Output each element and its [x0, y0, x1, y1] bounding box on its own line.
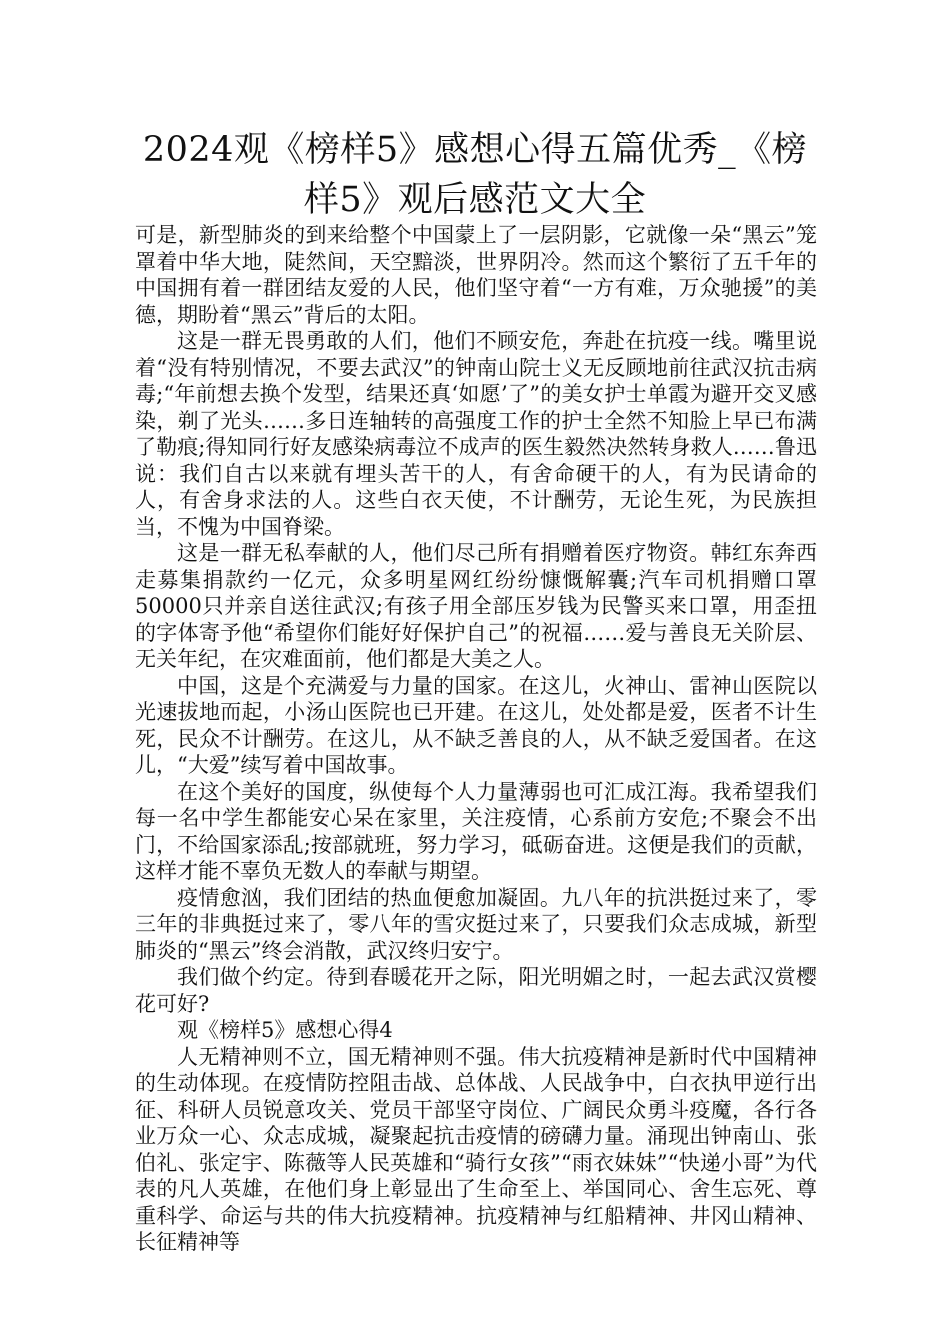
body-paragraph-4: 中国，这是个充满爱与力量的国家。在这儿，火神山、雷神山医院以光速拔地而起，小汤山医院也已开建。在这儿，处处都是爱，医者不计生死，民众不计酬劳。在这儿，从不缺乏善良的人，从不缺乏爱国者。在这儿，“大爱”续写着中国故事。 [135, 673, 817, 777]
body-paragraph-7: 我们做个约定。待到春暖花开之际，阳光明媚之时，一起去武汉赏樱花可好? [135, 965, 817, 1016]
body-paragraph-6: 疫情愈汹，我们团结的热血便愈加凝固。九八年的抗洪挺过来了，零三年的非典挺过来了，零八年的雪灾挺过来了，只要我们众志成城，新型肺炎的“黑云”终会消散，武汉终归安宁。 [135, 885, 817, 963]
body-paragraph-3: 这是一群无私奉献的人，他们尽己所有捐赠着医疗物资。韩红东奔西走募集捐款约一亿元，众多明星网红纷纷慷慨解囊;汽车司机捐赠口罩50000只并亲自送往武汉;有孩子用全部压岁钱为民警买来口罩，用歪扭的字体寄予他“希望你们能好好保护自己”的祝福……爱与善良无关阶层、无关年纪，在灾难面前，他们都是大美之人。 [135, 541, 817, 671]
body-paragraph-2: 这是一群无畏勇敢的人们，他们不顾安危，奔赴在抗疫一线。嘴里说着“没有特别情况，不要去武汉”的钟南山院士义无反顾地前往武汉抗击病毒;“年前想去换个发型，结果还真‘如愿’了”的美女护士单霞为避开交叉感染，剃了光头……多日连轴转的高强度工作的护士全然不知脸上早已布满了勒痕;得知同行好友感染病毒泣不成声的医生毅然决然转身救人……鲁迅说：我们自古以来就有埋头苦干的人，有舍命硬干的人，有为民请命的人，有舍身求法的人。这些白衣天使，不计酬劳，无论生死，为民族担当，不愧为中国脊梁。 [135, 329, 817, 539]
body-paragraph-5: 在这个美好的国度，纵使每个人力量薄弱也可汇成江海。我希望我们每一名中学生都能安心呆在家里，关注疫情，心系前方安危;不聚会不出门，不给国家添乱;按部就班，努力学习，砥砺奋进。这便是我们的贡献，这样才能不辜负无数人的奉献与期望。 [135, 779, 817, 883]
document-body [135, 222, 817, 1256]
section-heading: 观《榜样5》感想心得4 [177, 1018, 393, 1042]
body-paragraph-1: 可是，新型肺炎的到来给整个中国蒙上了一层阴影，它就像一朵“黑云”笼罩着中华大地，陡然间，天空黯淡，世界阴冷。然而这个繁衍了五千年的中国拥有着一群团结友爱的人民，他们坚守着“一方有难，万众驰援”的美德，期盼着“黑云”背后的太阳。 [135, 223, 817, 327]
document-title: 2024观《榜样5》感想心得五篇优秀_《榜样5》观后感范文大全 [142, 130, 808, 220]
section-paragraph: 人无精神则不立，国无精神则不强。伟大抗疫精神是新时代中国精神的生动体现。在疫情防控阻击战、总体战、人民战争中，白衣执甲逆行出征、科研人员锐意攻关、党员干部坚守岗位、广阔民众勇斗疫魔，各行各业万众一心、众志成城，凝聚起抗击疫情的磅礴力量。涌现出钟南山、张伯礼、张定宇、陈薇等人民英雄和“骑行女孩”“雨衣妹妹”“快递小哥”为代表的凡人英雄，在他们身上彰显出了生命至上、举国同心、舍生忘死、尊重科学、命运与共的伟大抗疫精神。抗疫精神与红船精神、井冈山精神、长征精神等 [135, 1044, 817, 1254]
